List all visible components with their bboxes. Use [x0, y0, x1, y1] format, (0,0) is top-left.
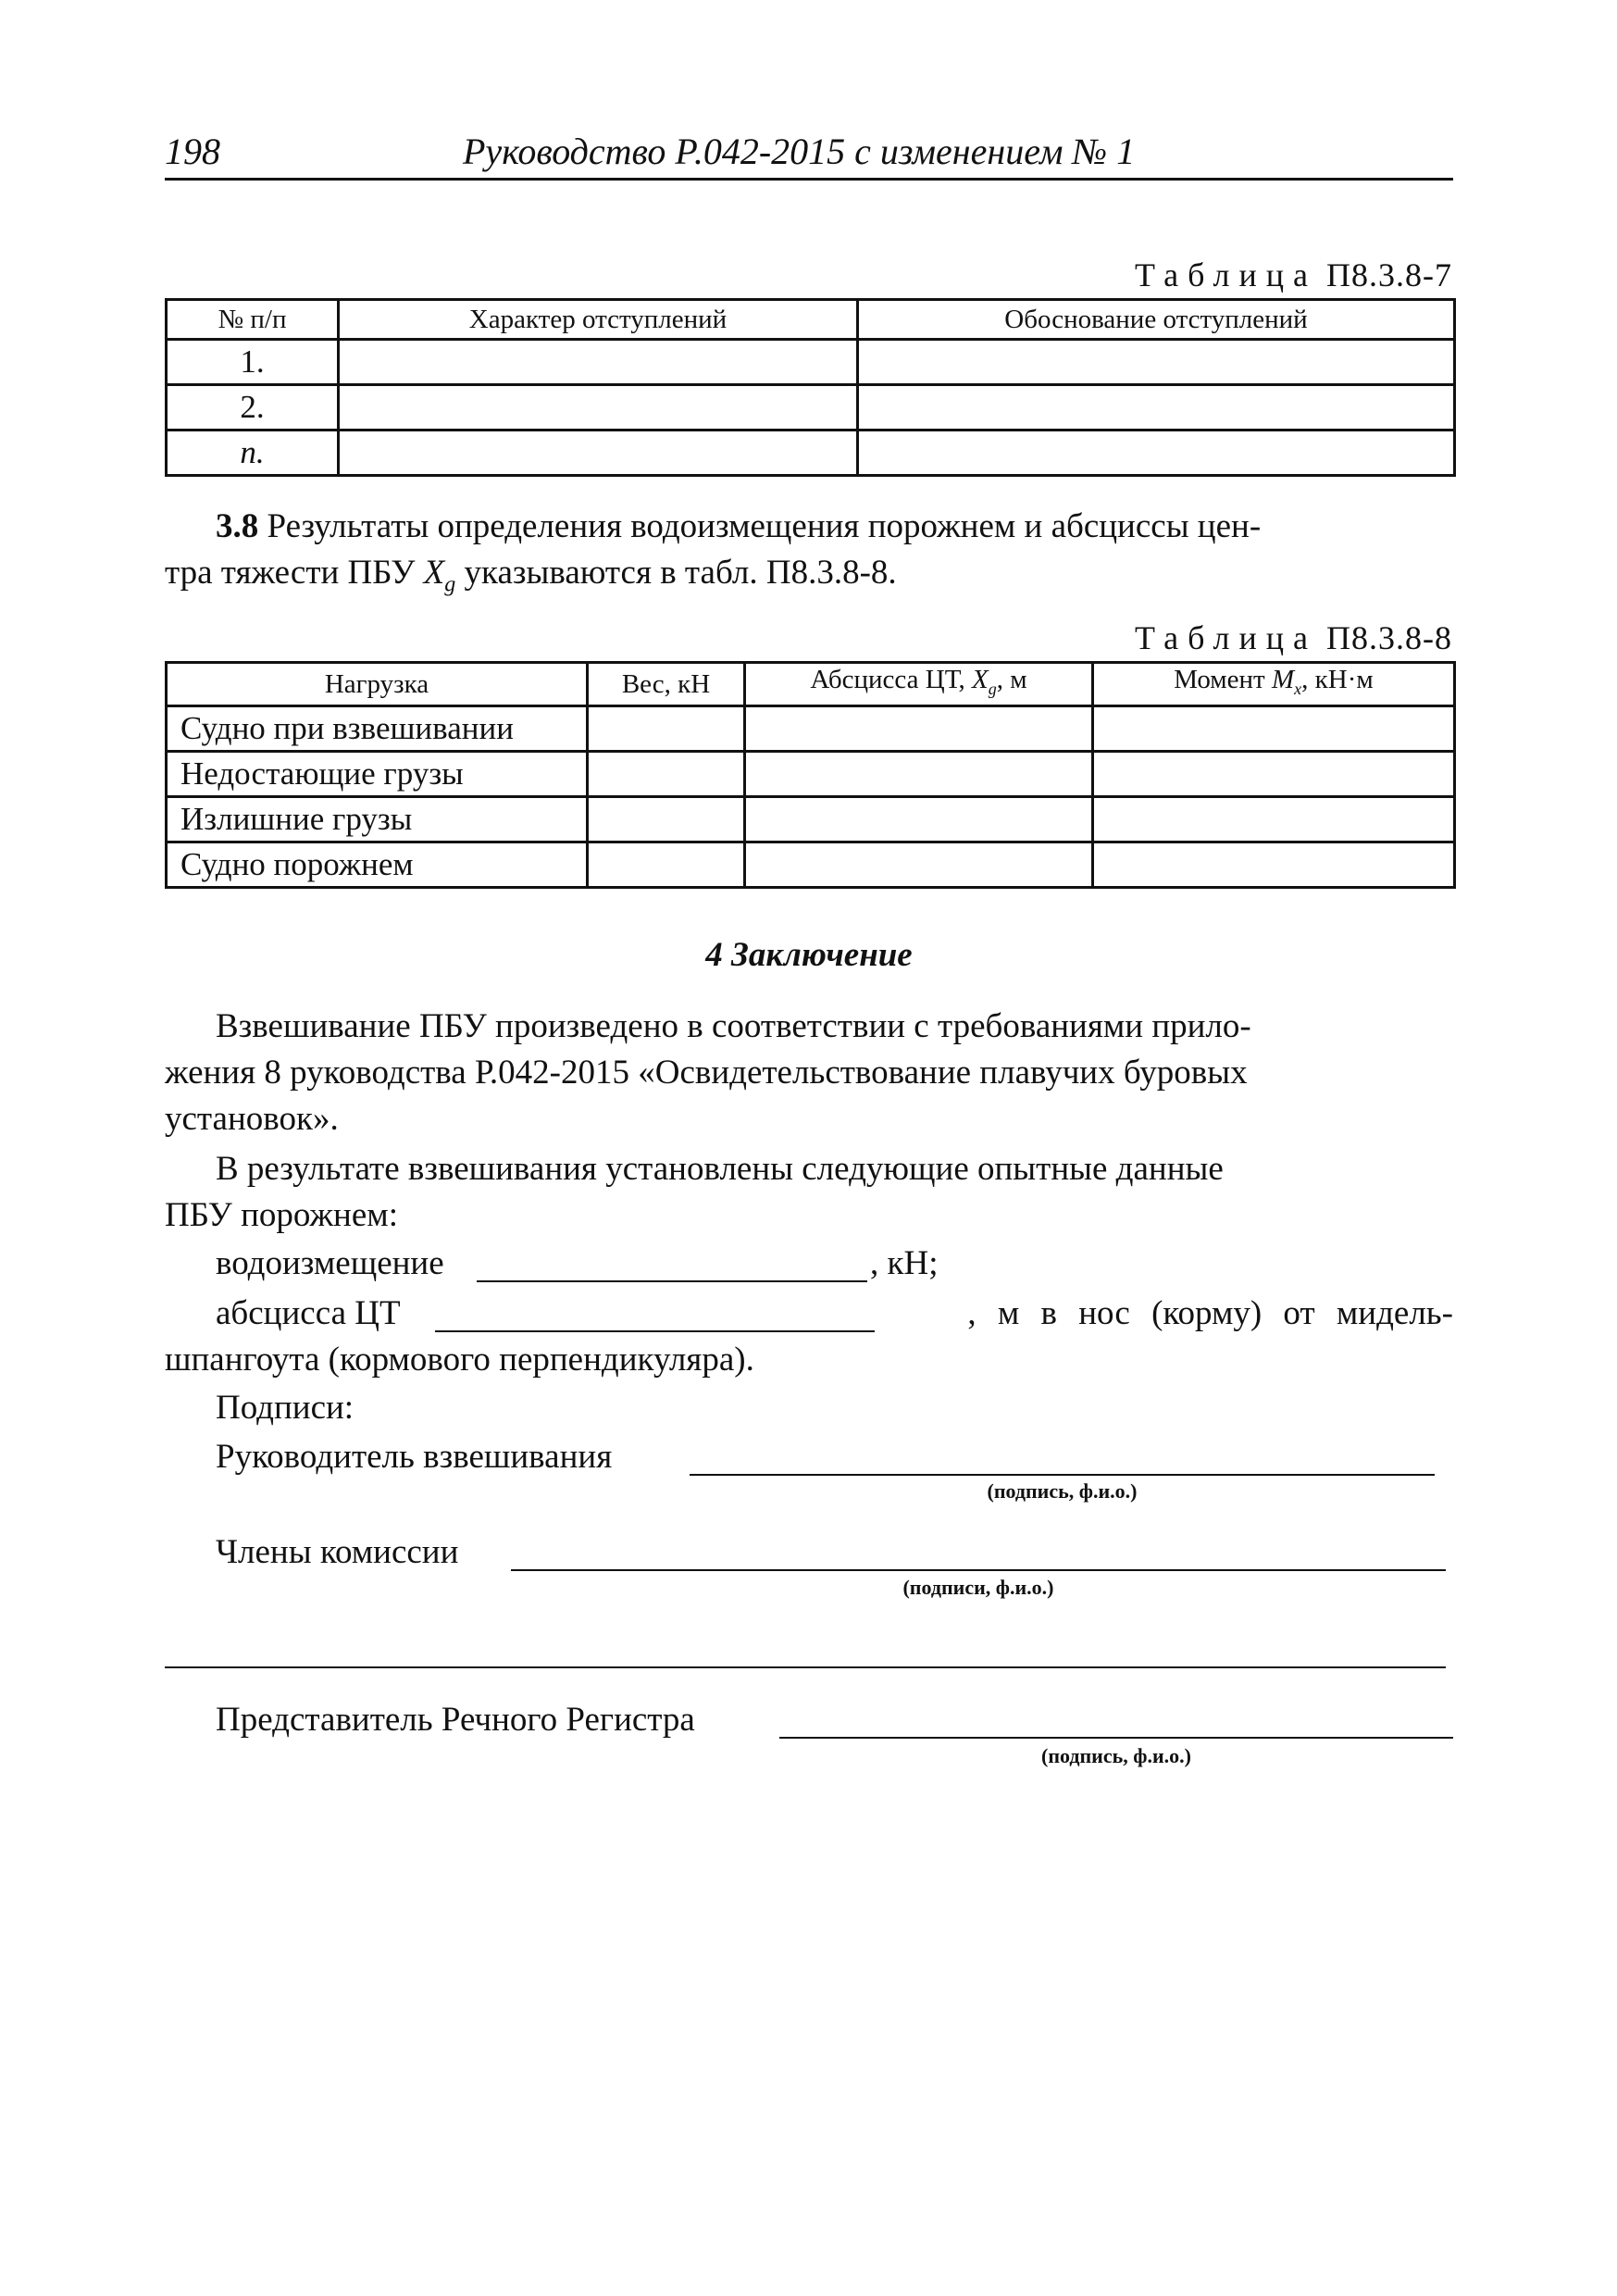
table-cell	[1093, 705, 1455, 751]
table-cell	[339, 340, 858, 385]
lcg-tail: , м в нос (корму) от мидель-	[967, 1294, 1453, 1332]
table-cell	[745, 796, 1093, 842]
table-cell	[745, 751, 1093, 796]
table-row	[167, 705, 1455, 751]
members-label: Члены комиссии	[216, 1533, 459, 1571]
table-cell	[588, 796, 745, 842]
col-header-justification: Обоснование отступлений	[858, 300, 1455, 340]
table-cell	[745, 842, 1093, 887]
table-cell	[588, 751, 745, 796]
table-cell	[339, 430, 858, 476]
load-label: Излишние грузы	[167, 796, 588, 842]
section-3-8-line2	[165, 550, 1453, 607]
symbol-x: X	[423, 554, 445, 592]
load-label: Судно порожнем	[167, 842, 588, 887]
symbol-sub: g	[988, 679, 997, 698]
row-number: 1.	[167, 340, 339, 385]
symbol-sub: g	[444, 572, 456, 597]
paragraph-text: Взвешивание ПБУ произведено в соответствии с требованиями прило-	[216, 1007, 1251, 1045]
displacement-label: водоизмещение	[216, 1244, 444, 1282]
row-number: n.	[167, 430, 339, 476]
header-rule	[165, 178, 1453, 181]
table-deviations	[165, 298, 1456, 477]
table-row	[167, 430, 1455, 476]
signatures-label: Подписи:	[216, 1389, 354, 1427]
conclusion-p1-l2	[165, 1050, 1453, 1096]
section-text: указываются в табл. П8.3.8-8.	[464, 554, 897, 592]
table-weighing-results	[165, 661, 1456, 889]
running-title: Руководство Р.042-2015 с изменением № 1	[463, 131, 1136, 172]
paragraph-text: В результате взвешивания установлены следующие опытные данные	[216, 1150, 1224, 1188]
table-header-row	[167, 663, 1455, 706]
displacement-field[interactable]	[477, 1280, 867, 1282]
table-row	[167, 796, 1455, 842]
table8-caption-word: Таблица	[1135, 619, 1317, 656]
header-text: , кН·м	[1301, 665, 1374, 694]
lcg-label: абсцисса ЦТ	[216, 1294, 401, 1332]
table7-caption	[1135, 256, 1452, 294]
table7-caption-word: Таблица	[1135, 256, 1317, 293]
conclusion-p2-l2	[165, 1192, 1453, 1239]
section-text: тра тяжести ПБУ	[165, 554, 416, 592]
table-cell	[588, 842, 745, 887]
register-rep-signature-field[interactable]	[779, 1737, 1453, 1739]
register-rep-label: Представитель Речного Регистра	[216, 1701, 695, 1739]
table-cell	[858, 385, 1455, 430]
col-header-lcg	[745, 663, 1093, 706]
table-cell	[858, 430, 1455, 476]
members-signature-field[interactable]	[511, 1569, 1446, 1571]
members-extra-line[interactable]	[165, 1666, 1446, 1668]
col-header-moment	[1093, 663, 1455, 706]
table8-caption-num: П8.3.8-8	[1326, 619, 1452, 656]
displacement-unit: , кН;	[870, 1244, 939, 1282]
table-cell	[588, 705, 745, 751]
conclusion-p2-l1	[165, 1146, 1453, 1192]
table-cell	[1093, 796, 1455, 842]
conclusion-p1-l1	[165, 1004, 1453, 1050]
load-label: Судно при взвешивании	[167, 705, 588, 751]
table7-caption-num: П8.3.8-7	[1326, 256, 1452, 293]
register-rep-hint: (подпись, ф.и.о.)	[1041, 1744, 1191, 1767]
paragraph-text: установок».	[165, 1100, 339, 1138]
table-header-row	[167, 300, 1455, 340]
symbol-m: M	[1271, 665, 1295, 694]
symbol-x: X	[972, 665, 989, 694]
col-header-nature: Характер отступлений	[339, 300, 858, 340]
header-text: Момент	[1174, 665, 1265, 694]
header-text: , м	[996, 665, 1027, 694]
col-header-load: Нагрузка	[167, 663, 588, 706]
page-number: 198	[165, 131, 220, 172]
leader-hint: (подпись, ф.и.о.)	[987, 1479, 1138, 1503]
leader-label: Руководитель взвешивания	[216, 1438, 613, 1476]
table-cell	[339, 385, 858, 430]
table-cell	[1093, 751, 1455, 796]
members-hint: (подписи, ф.и.о.)	[902, 1576, 1054, 1599]
table8-caption	[1135, 618, 1452, 657]
table-cell	[858, 340, 1455, 385]
section-number: 3.8	[216, 507, 259, 545]
row-number: 2.	[167, 385, 339, 430]
table-row	[167, 340, 1455, 385]
table-row	[167, 385, 1455, 430]
paragraph-text: жения 8 руководства Р.042-2015 «Освидетельствование плавучих буровых	[165, 1054, 1248, 1092]
lcg-field[interactable]	[435, 1330, 875, 1332]
paragraph-text: ПБУ порожнем:	[165, 1196, 398, 1234]
lcg-line2: шпангоута (кормового перпендикуляра).	[165, 1341, 754, 1379]
col-header-weight: Вес, кН	[588, 663, 745, 706]
table-row	[167, 751, 1455, 796]
load-label: Недостающие грузы	[167, 751, 588, 796]
table-cell	[1093, 842, 1455, 887]
table-cell	[745, 705, 1093, 751]
symbol-sub: x	[1294, 679, 1302, 698]
header-text: Абсцисса ЦТ,	[810, 665, 965, 694]
col-header-num: № п/п	[167, 300, 339, 340]
leader-signature-field[interactable]	[690, 1474, 1435, 1476]
section-3-8-line1	[165, 504, 1453, 550]
table-row	[167, 842, 1455, 887]
conclusion-title: 4 Заключение	[705, 936, 913, 974]
conclusion-p1-l3	[165, 1096, 1453, 1142]
section-text: Результаты определения водоизмещения порожнем и абсциссы цен-	[267, 507, 1262, 545]
